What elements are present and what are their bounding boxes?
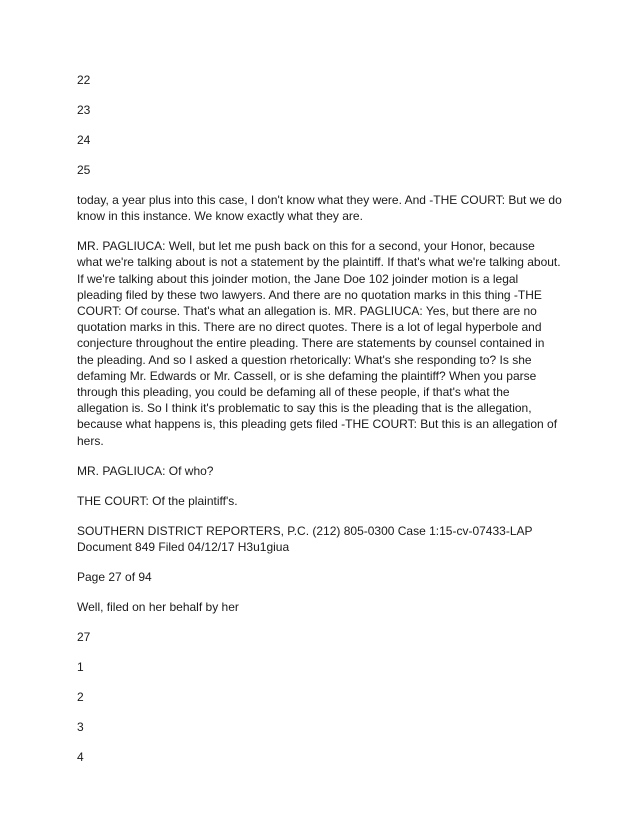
page-header-footer: SOUTHERN DISTRICT REPORTERS, P.C. (212) 805-0300 Case 1:15-cv-07433-LAP Document 849 Filed 04/12/17 H3u1giua — [77, 523, 533, 554]
transcript-paragraph: today, a year plus into this case, I don't know what they were. And -THE COURT: But we do know in this instance. We know exactly what they are. — [77, 193, 562, 224]
line-number: 3 — [77, 719, 84, 734]
line-number: 22 — [77, 73, 91, 87]
transcript-paragraph: MR. PAGLIUCA: Well, but let me push back on this for a second, your Honor, because what we're talking about is not a statement by the plaintiff. If that's what we're talking about. If we're talking about this joinder motion, the Jane Doe 102 joinder motion is a legal pleading filed by these two lawyers. And there are no quotation marks in this thing -THE COURT: Of course. That's what an allegation is. MR. PAGLIUCA: Yes, but there are no quotation marks in this. There are no direct quotes. There is a lot of legal hyperbole and conjecture throughout the entire pleading. There are statements by counsel contained in the pleading. And so I asked a question rhetorically: What's she responding to? Is she defaming Mr. Edwards or Mr. Cassell, or is she defaming the plaintiff? When you parse through this pleading, you could be defaming all of these people, if that's what the allegation is. So I think it's problematic to say this is the pleading that is the allegation, because what happens is, this pleading gets filed -THE COURT: But this is an allegation of hers. — [77, 239, 561, 448]
transcript-paragraph: MR. PAGLIUCA: Of who? — [77, 463, 214, 478]
transcript-paragraph: THE COURT: Of the plaintiff's. — [77, 493, 238, 508]
transcript-paragraph: Well, filed on her behalf by her — [77, 599, 239, 614]
page-number: Page 27 of 94 — [77, 569, 152, 584]
line-number: 27 — [77, 629, 91, 644]
line-number: 4 — [77, 749, 84, 764]
line-number: 2 — [77, 689, 84, 704]
document-page — [77, 72, 563, 779]
line-number: 1 — [77, 659, 84, 674]
line-number: 23 — [77, 103, 91, 117]
line-number: 25 — [77, 163, 91, 177]
line-number: 24 — [77, 133, 91, 147]
